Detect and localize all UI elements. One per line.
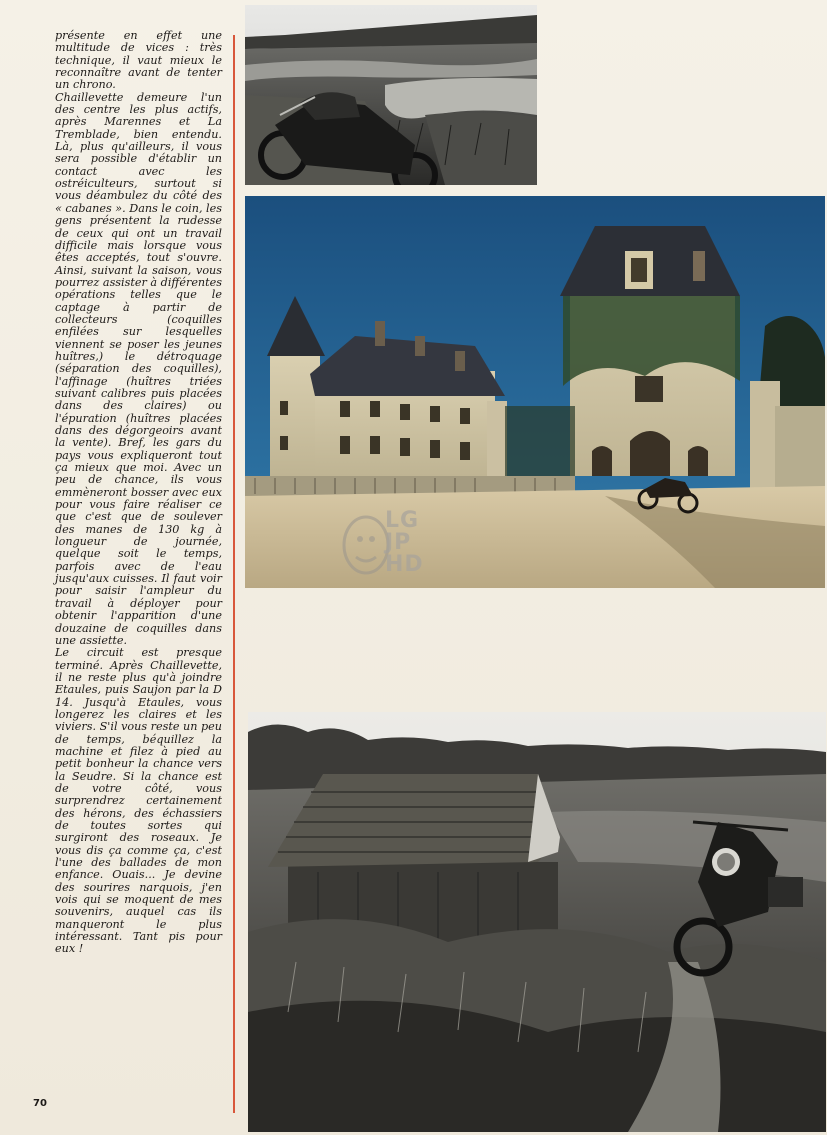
- chateau-gatehouse: [560, 226, 740, 476]
- watermark-line-2: JP: [385, 530, 412, 555]
- photo-hut-image: [248, 712, 826, 1132]
- watermark-line-1: LG: [385, 508, 420, 533]
- article-paragraph-1: présente en effet une multitude de vices : très technique, il vaut mieux le reconnaître avant de tenter un chrono.: [55, 29, 222, 92]
- article-paragraph-3: Le circuit est presque terminé. Après Chaillevette, il ne reste plus qu'à joindre Etaules, puis Saujon par la D 14. Jusqu'à Etaules, vous longerez les claires et les viviers. S'il vous reste un peu de temps, béquillez la machine et filez à pied au petit bonheur la chance vers la Seudre. Si la chance est de votre côté, vous surprendrez certainement des hérons, des échassiers de toutes sortes qui surgiront des roseaux. Je vous dis ça comme ça, c'est l'une des ballades de mon enfance. Ouais... Je devine des sourires narquois, j'en vois qui se moquent de mes souvenirs, auquel cas ils manqueront le plus intéressant. Tant pis pour eux !: [55, 646, 222, 956]
- photo-chateau-image: [245, 196, 825, 588]
- watermark-text: [385, 510, 424, 576]
- page-number: 70: [33, 1098, 47, 1109]
- article-text-column: [55, 30, 222, 956]
- article-paragraph-2: Chaillevette demeure l'un des centre les plus actifs, après Marennes et La Tremblade, bien entendu. Là, plus qu'ailleurs, il vous sera possible d'établir un contact avec les ostréiculteurs, surtout si vous déambulez du côté des « cabanes ». Dans le coin, les gens présentent la rudesse de ceux qui ont un travail difficile mais lorsque vous êtes acceptés, tout s'ouvre. Ainsi, suivant la saison, vous pourrez assister à différentes opérations telles que le captage à partir de collecteurs (coquilles enfilées sur lesquelles viennent se poser les jeunes huîtres,) le détroquage (séparation des coquilles), l'affinage (huîtres triées suivant calibres puis placées dans des claires) ou l'épuration (huîtres placées dans des dégorgeoirs avant la vente). Bref, les gars du pays vous expliqueront tout ça mieux que moi. Avec un peu de chance, ils vous emmèneront bosser avec eux pour vous faire réaliser ce que c'est que de soulever des manes de 130 kg à longueur de journée, quelque soit le temps, parfois avec de l'eau jusqu'aux cuisses. Il faut voir pour saisir l'ampleur du travail à déployer pour obtenir l'apparition d'une douzaine de coquilles dans une assiette.: [55, 90, 222, 647]
- photo-marsh-image: [245, 5, 537, 185]
- column-divider-rule: [233, 35, 235, 1113]
- photo-chateau: [245, 196, 825, 588]
- photo-hut-motorcycle: [248, 712, 826, 1132]
- photo-marsh-motorcycle: [245, 5, 537, 185]
- watermark-line-3: HD: [385, 552, 424, 577]
